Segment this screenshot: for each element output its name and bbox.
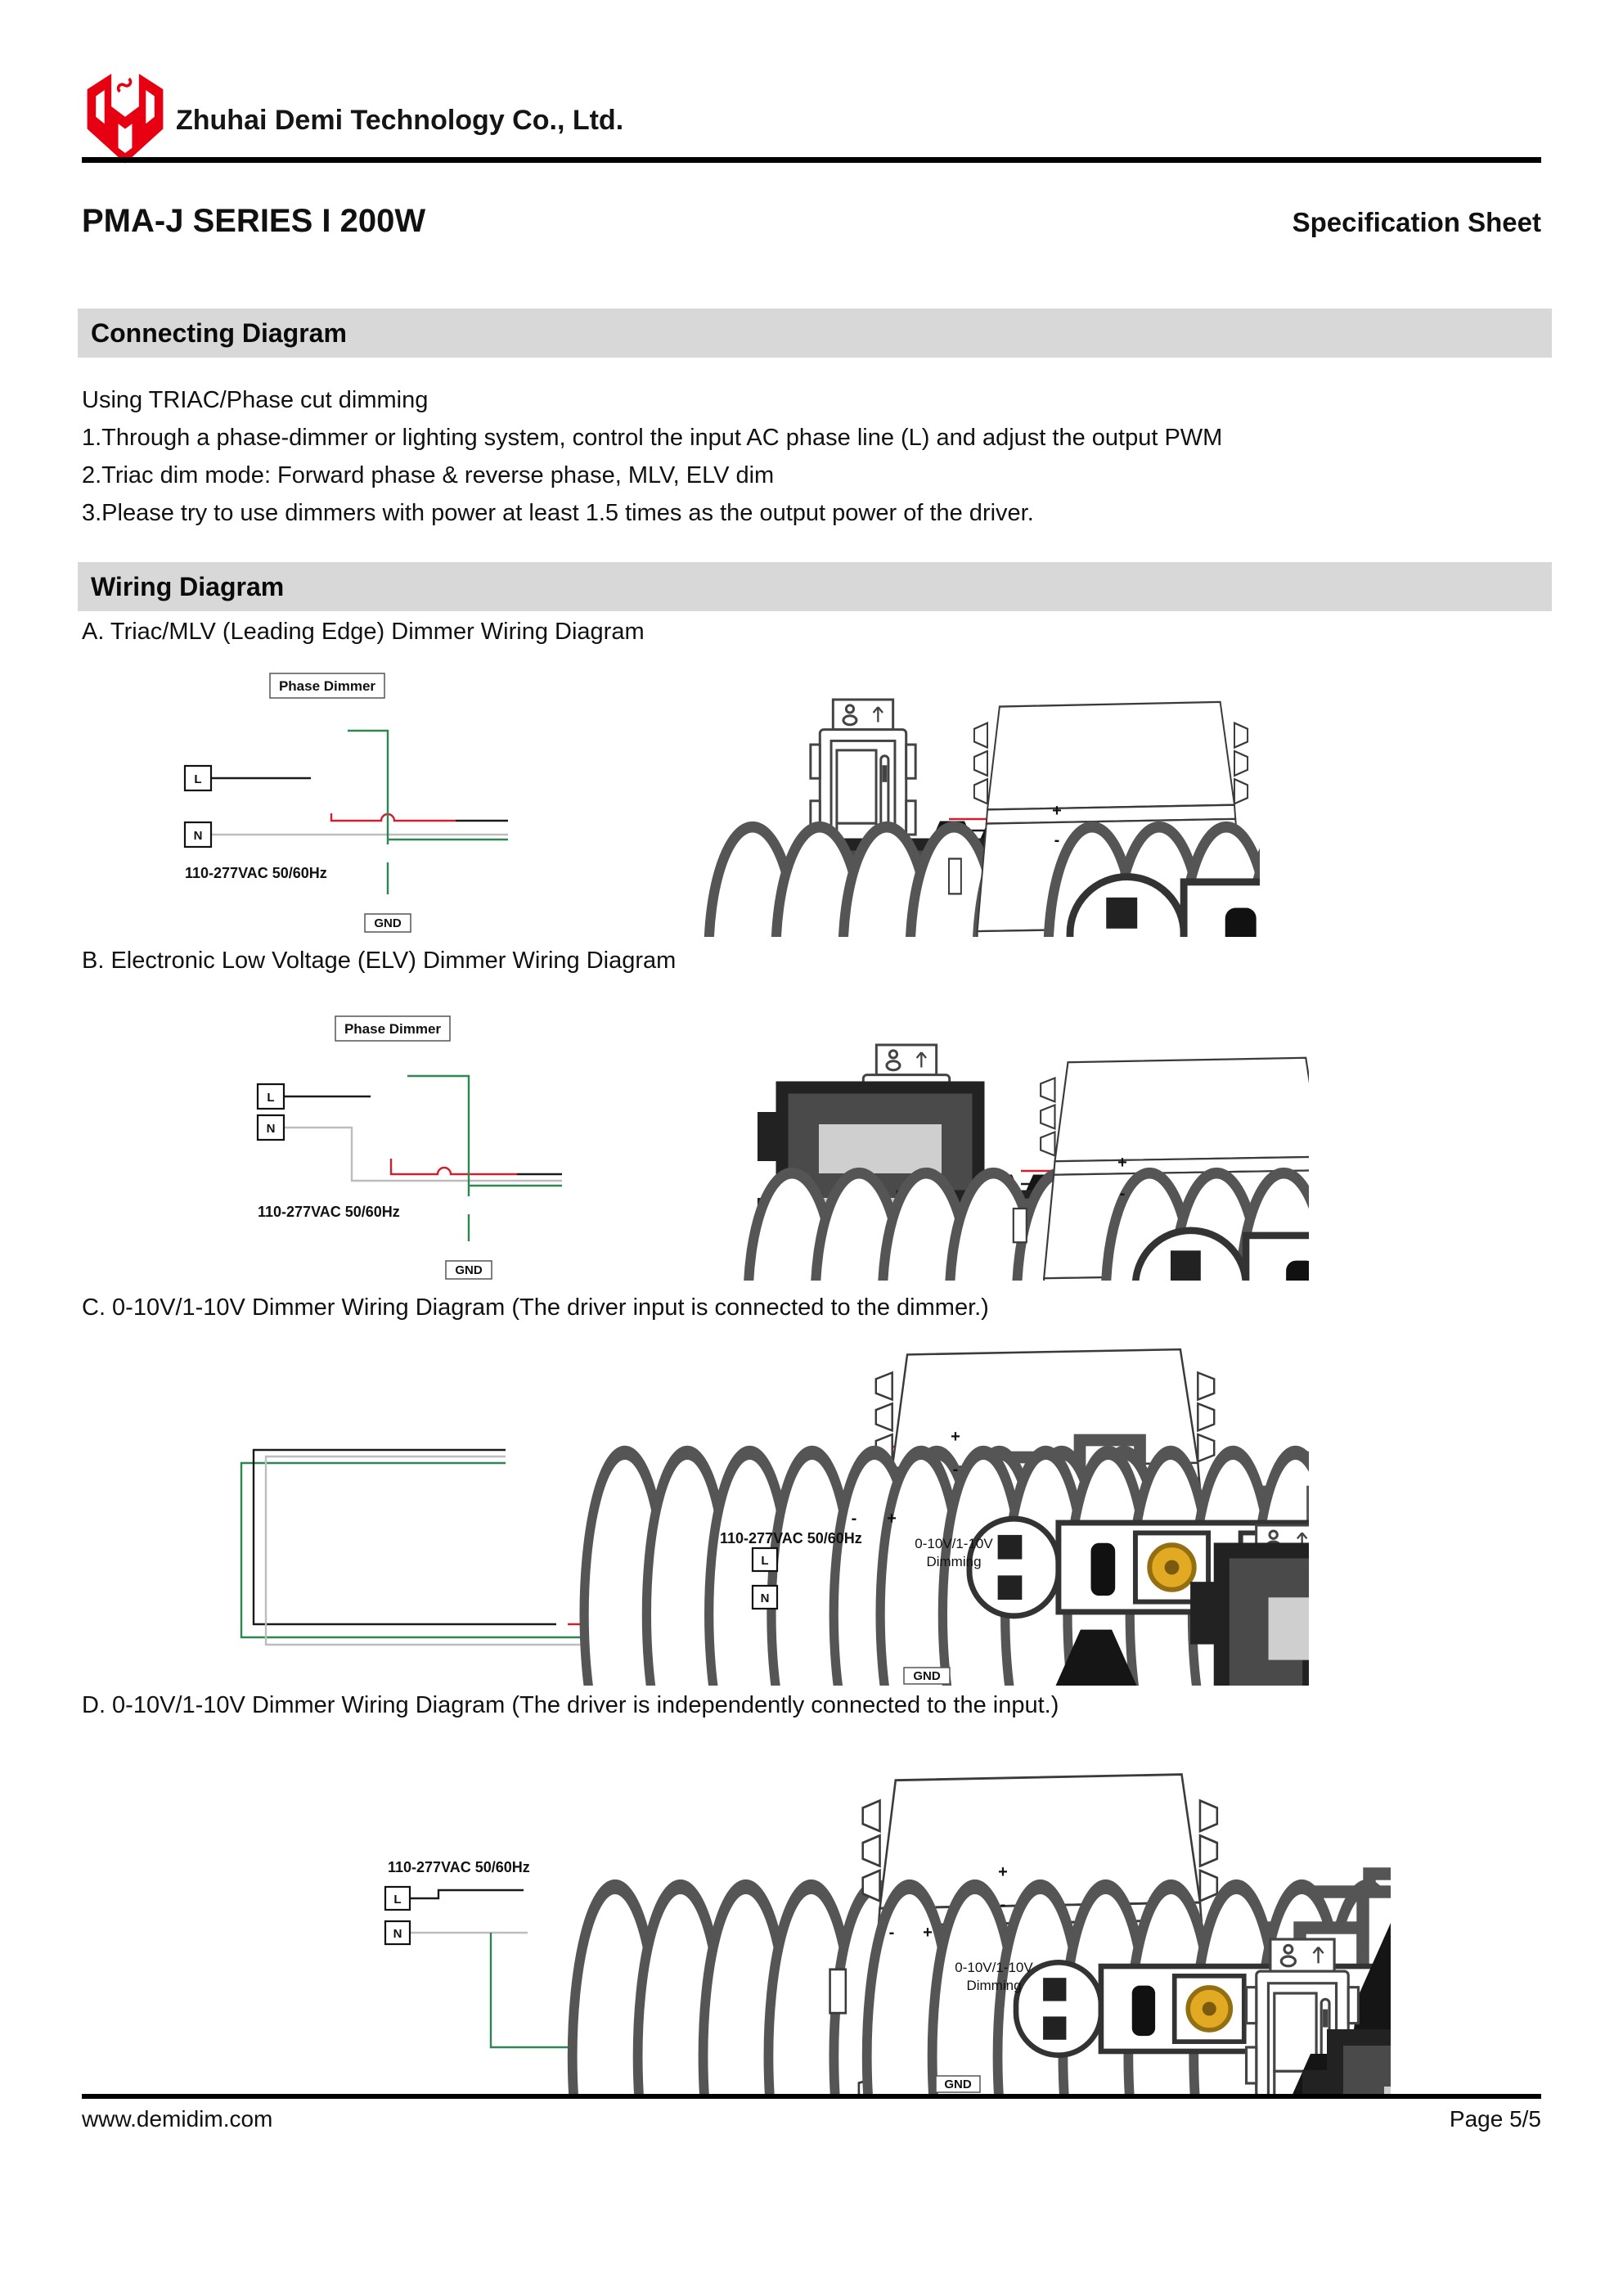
gnd-label: GND xyxy=(374,916,402,930)
diagram-c-heading: C. 0-10V/1-10V Dimmer Wiring Diagram (The driver input is connected to the dimmer.) xyxy=(82,1294,989,1321)
vac-label: 110-277VAC 50/60Hz xyxy=(258,1204,400,1220)
neutral-terminal-label: N xyxy=(266,1122,276,1136)
output-minus-label: - xyxy=(1000,1896,1006,1914)
sheet-title: Specification Sheet xyxy=(1292,207,1541,237)
note-line: 1.Through a phase-dimmer or lighting system, control the input AC phase line (L) and adjust the output PWM xyxy=(82,425,1223,451)
output-minus-label: - xyxy=(1119,1185,1126,1203)
vac-label: 110-277VAC 50/60Hz xyxy=(185,865,327,881)
neutral-terminal-label: N xyxy=(393,1927,402,1941)
neutral-terminal-label: N xyxy=(193,829,203,843)
vac-label: 110-277VAC 50/60Hz xyxy=(388,1859,530,1875)
phase-dimmer-label: Phase Dimmer xyxy=(344,1021,442,1037)
output-minus-label: - xyxy=(952,1461,959,1479)
note-line: 2.Triac dim mode: Forward phase & reverse phase, MLV, ELV dim xyxy=(82,462,775,488)
company-logo-icon xyxy=(80,72,170,169)
line-terminal-label: L xyxy=(393,1893,402,1907)
diagram-d-heading: D. 0-10V/1-10V Dimmer Wiring Diagram (The driver is independently connected to the input.) xyxy=(82,1692,1059,1718)
diagram-a-illustration xyxy=(147,667,1260,937)
dim-minus-label: - xyxy=(888,1924,895,1942)
line-terminal-label: L xyxy=(761,1554,769,1568)
dim-minus-label: - xyxy=(851,1510,857,1528)
header-rule xyxy=(82,157,1541,163)
section-wiring-diagram: Wiring Diagram xyxy=(78,562,1552,611)
output-plus-label: + xyxy=(951,1428,960,1446)
company-name: Zhuhai Demi Technology Co., Ltd. xyxy=(176,105,624,136)
diagram-a-heading: A. Triac/MLV (Leading Edge) Dimmer Wiring Diagram xyxy=(82,619,645,645)
vac-label: 110-277VAC 50/60Hz xyxy=(720,1530,862,1546)
diagram-b-heading: B. Electronic Low Voltage (ELV) Dimmer Wiring Diagram xyxy=(82,948,677,974)
dimming-label-line2: Dimming xyxy=(966,1978,1022,1993)
footer-site: www.demidim.com xyxy=(82,2106,273,2132)
footer xyxy=(82,2106,1541,2132)
phase-dimmer-label: Phase Dimmer xyxy=(278,678,376,694)
dim-plus-label: + xyxy=(887,1510,897,1528)
gnd-label: GND xyxy=(455,1263,483,1277)
output-minus-label: - xyxy=(1054,831,1060,849)
output-plus-label: + xyxy=(1052,802,1062,820)
page-title: PMA-J SERIES I 200W xyxy=(82,203,426,239)
output-plus-label: + xyxy=(1117,1154,1127,1172)
dimming-label-line1: 0-10V/1-10V xyxy=(955,1960,1033,1975)
connecting-notes xyxy=(82,381,1222,532)
diagram-b-illustration xyxy=(229,1011,1309,1281)
footer-page-number: Page 5/5 xyxy=(1449,2106,1541,2132)
section-connecting-diagram: Connecting Diagram xyxy=(78,308,1552,358)
diagram-c-illustration xyxy=(229,1342,1309,1686)
neutral-terminal-label: N xyxy=(760,1591,770,1605)
gnd-label: GND xyxy=(913,1669,941,1683)
note-line: Using TRIAC/Phase cut dimming xyxy=(82,387,429,413)
note-line: 3.Please try to use dimmers with power at least 1.5 times as the output power of the driver. xyxy=(82,500,1034,526)
dimming-label-line2: Dimming xyxy=(926,1554,982,1569)
dim-plus-label: + xyxy=(923,1924,933,1942)
title-row xyxy=(82,203,1541,240)
line-terminal-label: L xyxy=(267,1091,275,1105)
output-plus-label: + xyxy=(998,1863,1008,1881)
dimming-label-line1: 0-10V/1-10V xyxy=(915,1536,993,1551)
gnd-label: GND xyxy=(944,2078,972,2091)
diagram-d-illustration xyxy=(360,1735,1391,2095)
line-terminal-label: L xyxy=(194,772,202,786)
led-strip-illustration xyxy=(1135,1231,1309,1281)
footer-rule xyxy=(82,2094,1541,2099)
